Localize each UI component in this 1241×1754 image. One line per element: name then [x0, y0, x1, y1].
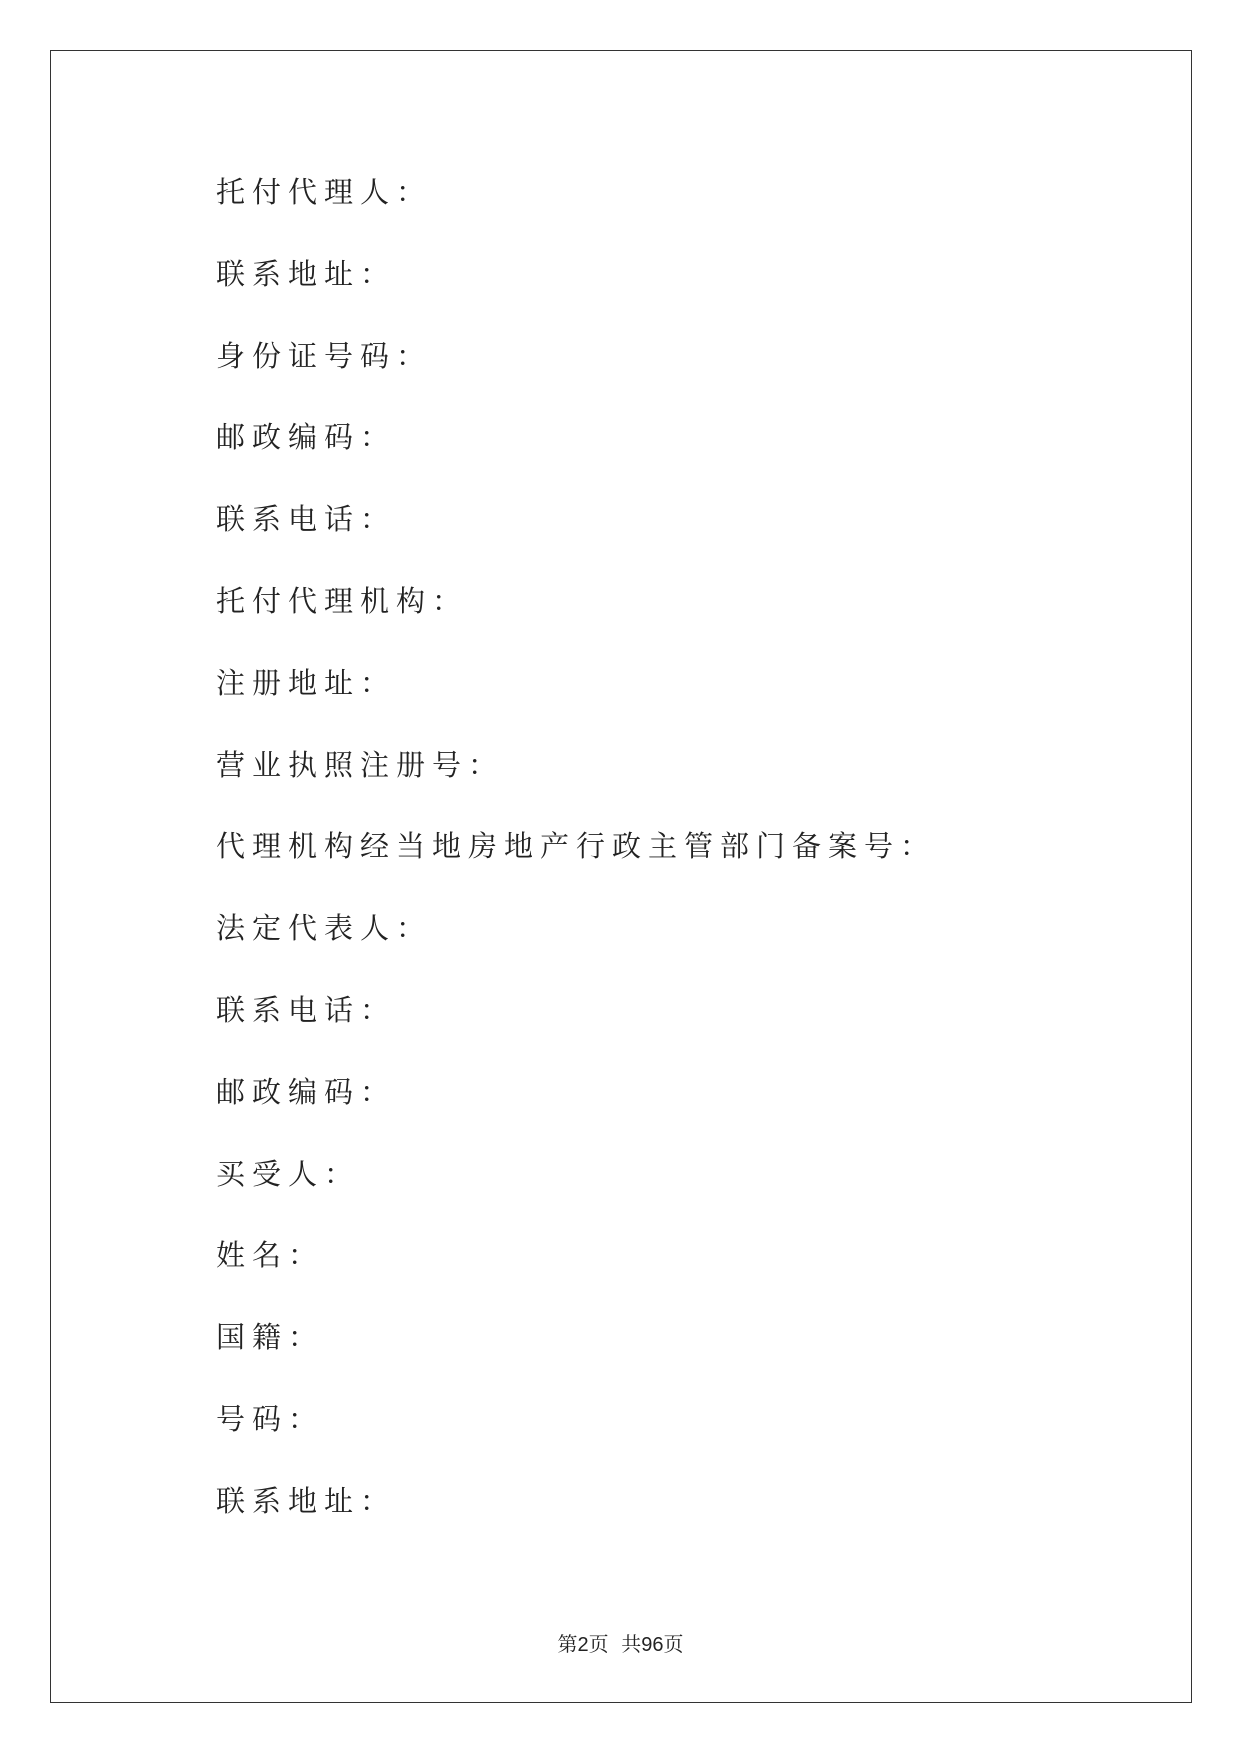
footer-prefix: 第: [557, 1632, 578, 1656]
field-line-number: 号码：: [216, 1401, 325, 1436]
field-line-agency-filing-number: 代理机构经当地房地产行政主管部门备案号：: [216, 829, 937, 864]
field-line-contact-phone: 联系电话：: [216, 502, 397, 537]
field-line-id-number: 身份证号码：: [216, 338, 433, 373]
field-line-nationality: 国籍：: [216, 1320, 325, 1355]
field-line-agency: 托付代理机构：: [216, 583, 469, 618]
page-footer: [0, 1628, 1241, 1657]
field-line-contact-address-2: 联系地址：: [216, 1483, 397, 1518]
field-line-postal-code: 邮政编码：: [216, 420, 397, 455]
footer-suffix: 页: [663, 1632, 684, 1656]
field-line-registered-address: 注册地址：: [216, 665, 397, 700]
document-body: [216, 167, 1116, 1558]
field-line-postal-code-2: 邮政编码：: [216, 1074, 397, 1109]
footer-total-pages: 96: [641, 1634, 664, 1656]
footer-mid: 页 共: [588, 1632, 642, 1656]
field-line-buyer: 买受人：: [216, 1156, 361, 1191]
field-line-contact-address: 联系地址：: [216, 256, 397, 291]
field-line-legal-representative: 法定代表人：: [216, 911, 433, 946]
field-line-name: 姓名：: [216, 1238, 325, 1273]
field-line-agent: 托付代理人：: [216, 175, 433, 209]
field-line-contact-phone-2: 联系电话：: [216, 992, 397, 1027]
footer-current-page: 2: [577, 1634, 589, 1656]
field-line-business-license: 营业执照注册号：: [216, 747, 505, 782]
